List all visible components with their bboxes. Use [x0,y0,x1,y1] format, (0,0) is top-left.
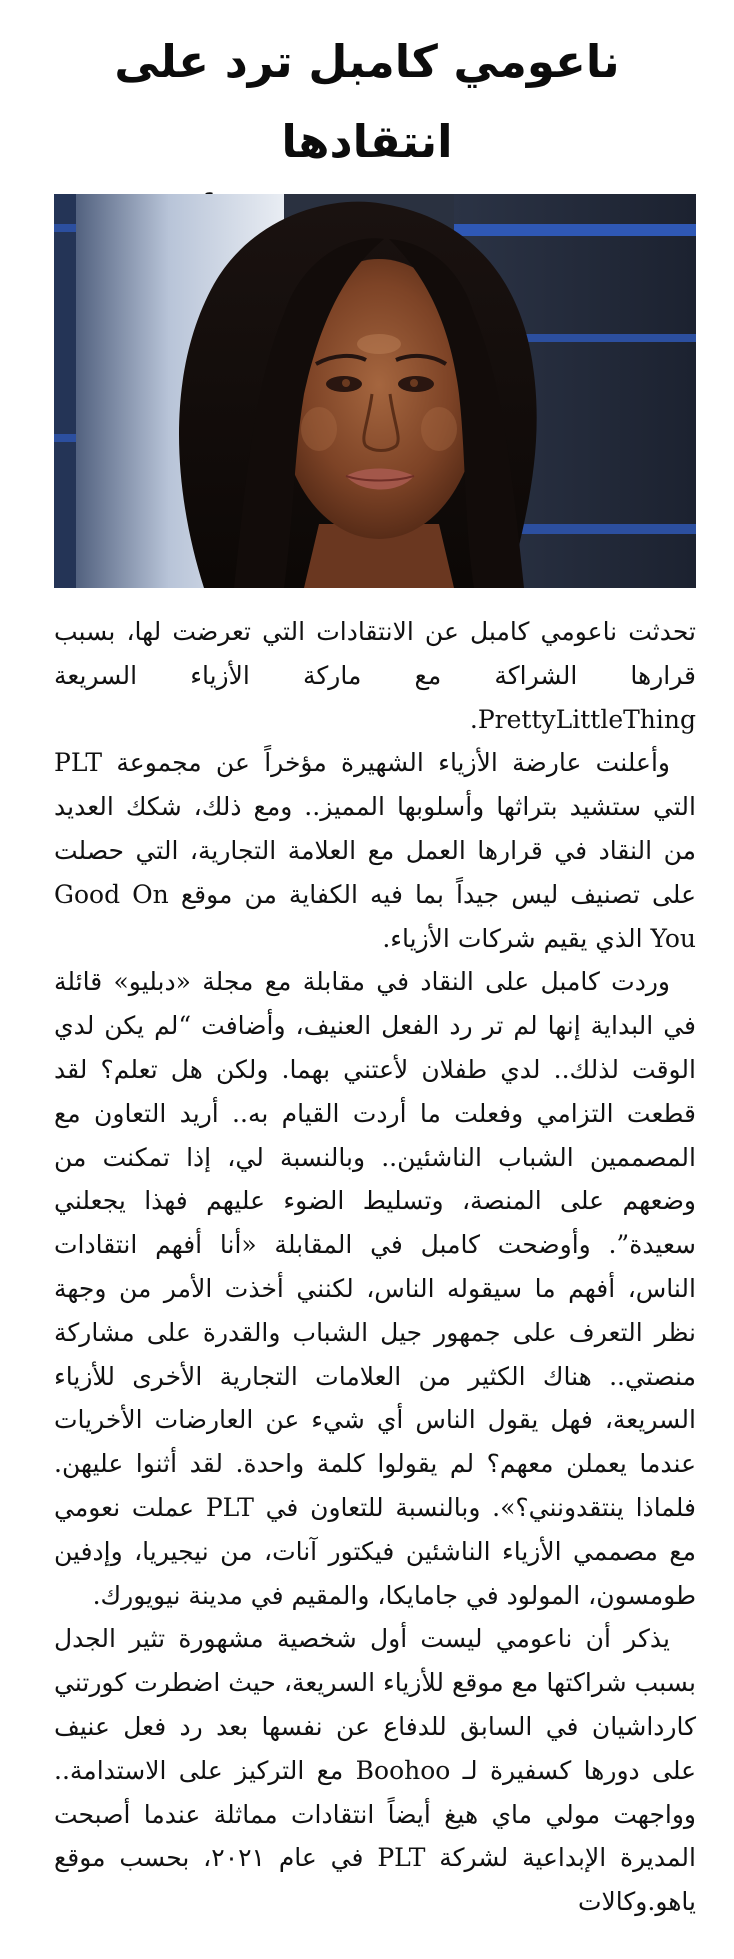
article-paragraph-3: وردت كامبل على النقاد في مقابلة مع مجلة «دبليو» قائلة في البداية إنها لم تر رد الفعل العنيف، وأضافت “لم يكن لدي الوقت لذلك.. لدي طفلان لأعتني بهما. ولكن هل تعلم؟ لقد قطعت التزامي وفعلت ما أردت القيام به.. أريد التعاون مع المصممين الشباب الناشئين.. وبالنسبة لي، إذا تمكنت من وضعهم على المنصة، وتسليط الضوء عليهم فهذا يجعلني سعيدة”. وأوضحت كامبل في المقابلة «أنا أفهم انتقادات الناس، أفهم ما سيقوله الناس، لكنني أخذت الأمر من وجهة نظر التعرف على جمهور جيل الشباب والقدرة على مشاركة منصتي.. هناك الكثير من العلامات التجارية الأخرى للأزياء السريعة، فهل يقول الناس أي شيء عن العارضات الأخريات عندما يعملن معهم؟ لم يقولوا كلمة واحدة. لقد أثنوا عليهن. فلماذا ينتقدونني؟». وبالنسبة للتعاون في PLT عملت نعومي مع مصممي الأزياء الناشئين فيكتور آنات، من نيجيريا، وإدفين طومسون، المولود في جامايكا، والمقيم في مدينة نيويورك. [54,967,696,1610]
headline-line-1: ناعومي كامبل ترد على انتقادها [114,35,620,168]
article-paragraph-1: تحدثت ناعومي كامبل عن الانتقادات التي تعرضت لها، بسبب قرارها الشراكة مع ماركة الأزياء السريعة PrettyLittleThing. [54,617,696,734]
article-body [54,610,696,1924]
article-paragraph-4: يذكر أن ناعومي ليست أول شخصية مشهورة تثير الجدل بسبب شراكتها مع موقع للأزياء السريعة، حيث اضطرت كورتني كارداشيان في السابق للدفاع عن نفسها بعد رد فعل عنيف على دورها كسفيرة لـ Boohoo مع التركيز على الاستدامة.. وواجهت مولي ماي هيغ أيضاً انتقادات مماثلة عندما أصبحت المديرة الإبداعية لشركة PLT في عام ٢٠٢١، بحسب موقع ياهو.وكالات [54,1624,697,1917]
portrait-photo-icon [54,194,696,588]
article-paragraph-2: وأعلنت عارضة الأزياء الشهيرة مؤخراً عن مجموعة PLT التي ستشيد بتراثها وأسلوبها المميز.. ومع ذلك، شكك العديد من النقاد في قرارها العمل مع العلامة التجارية، التي حصلت على تصنيف ليس جيداً بما فيه الكفاية من موقع Good On You الذي يقيم شركات الأزياء. [54,748,696,953]
article-photo [54,194,696,588]
